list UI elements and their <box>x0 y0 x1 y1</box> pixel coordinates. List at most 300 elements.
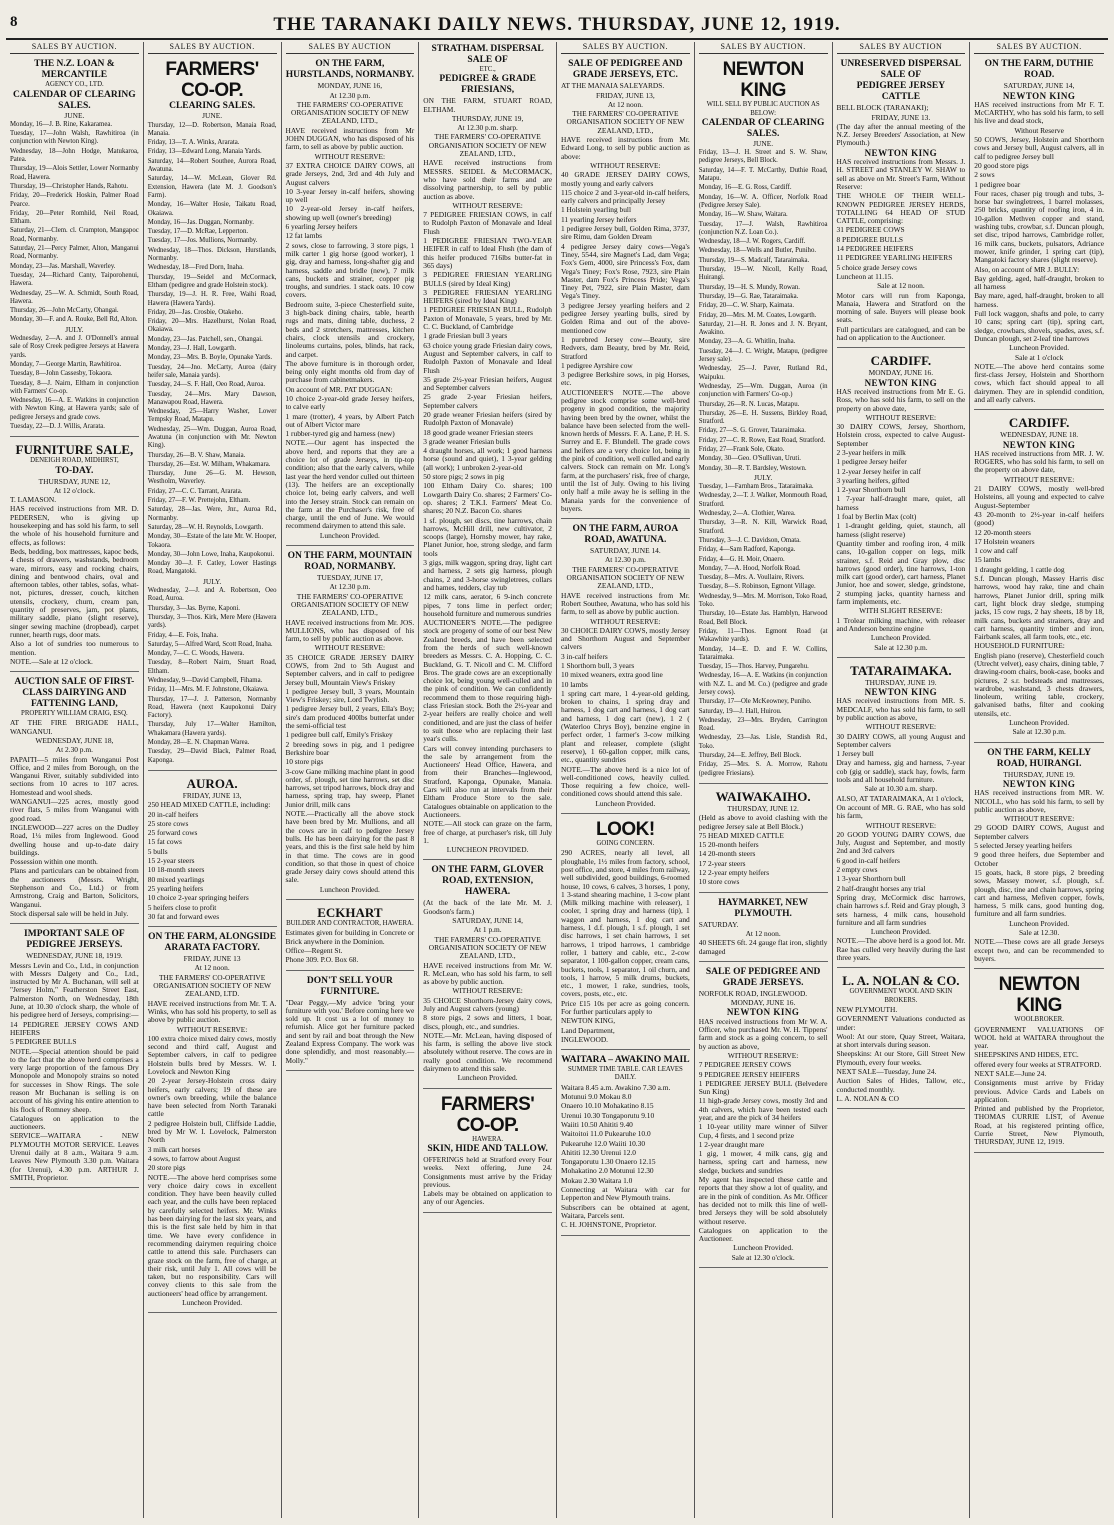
column-8 <box>970 42 1108 1518</box>
ad-text-line: FRIDAY, JUNE 13 <box>183 954 241 964</box>
ad-text-line: 1 pedigree Jersey bull, 2 years, Ella's Boy; sire's dam produced 400lbs butterfat under the semi-official test <box>285 704 415 731</box>
calendar-entry: Wednesday, 2—T. J. Walker, Monmouth Road, Stratford. <box>698 492 828 508</box>
ad-text-line: Waiiti 10.50 Ahititi 9.40 <box>561 1119 633 1129</box>
ad-text-line: Quantity timber and roofing iron, 4 milk cans, 10-gallon copper on legs, milk strainer, s.f. Reid and Gray plow, disc harrows (good order), tine harrows, 1-ton milk cart (good order), cart harness, Planet Junior, hoe and sower, sledge, grindstone, 2 stumping jacks, quantity harness and farm implements, etc. <box>836 538 966 607</box>
calendar-entry: Thursday, 3—Thos. Kirk, Mere Mere (Hawera yards). <box>147 613 277 630</box>
ad-text-line: Office—Regent St. <box>285 945 343 955</box>
ad-title: IMPORTANT SALE OF PEDIGREE JERSEYS. <box>24 929 125 951</box>
ad-title: LOOK! <box>596 819 655 841</box>
advertisement <box>974 413 1104 742</box>
ad-text-line: 3 pedigree Berkshire sows, in pig Horses, etc. <box>561 370 690 388</box>
ad-text-line: AUCTIONEER'S NOTE.—The above pedigree stock comprise some well-bred progeny in good condition, the majority having been bred by the owner, whilst the balance have been selected from the well-known herds of Messrs. F. A. Lane, P. H. S. Surrey and E. F. Blundell. The grade cows and heifers are a very choice lot, being in the pink of condition, well culled and early calvers. Stock can remain on Mr. Long's farm, at the purchasers' risk, free of charge, until the 1st of July. Owing to his living only half a mile away he is selling in the Manaia yards for the convenience of buyers. <box>561 387 690 513</box>
ad-text-line: Printed and published by the Proprietor, THOMAS CURRIE LIST, of Avenue Road, at his registered printing office, Currie Street, New Plymouth, THURSDAY, JUNE 12, 1919. <box>974 1104 1104 1147</box>
ad-text-line: THE FARMERS' CO-OPERATIVE ORGANISATION SOCIETY OF NEW ZEALAND, LTD., <box>428 132 547 159</box>
calendar-entry: Thursday, 26—B. V. Shaw, Manaia. <box>147 451 246 459</box>
calendar-entry: Tuesday, 17—J. Walsh, Rawhitiroa (conjunction N.Z. Loan Co.). <box>698 220 828 236</box>
calendar-entry: Monday, 16—W. A. Officer, Norfolk Road (Pedigree Jersey Sale). <box>698 193 828 209</box>
ad-text-line: 30 DAIRY COWS, Jersey, Shorthorn, Holstein cross, expected to calve August-September <box>836 422 966 448</box>
calendar-entry: Wednesday, 9—Mrs. M. Morrison, Toko Road, Toko. <box>698 592 828 609</box>
ad-text-line: 31 PEDIGREE COWS <box>836 225 905 235</box>
ad-title: ON THE FARM, HURSTLANDS, NORMANBY. <box>285 59 414 81</box>
ad-text-line: English piano (reserve), Chesterfield couch (Utrecht velvet), easy chairs, dining table, 7 drawing-room chairs, book-case, books and pictures, 2 s.r. bedsteads and mattresses, wardrobe, washstand, 3 chests drawers, linoleum, writing table, crockery, galvanised baths, filter and cooking utensils, etc. <box>974 650 1104 718</box>
month-label: JUNE. <box>202 111 223 121</box>
ad-text-line: NOTE.—The above herd is a good lot. Mr. Rae has culled very heavily during the last three years. <box>836 936 966 963</box>
ad-text-line: 1 gig, 1 mower, 4 milk cans, gig and harness, spring cart and harness, new sledge, buckets and sundries <box>698 1149 828 1175</box>
ad-text-line: 35 grade 2½-year Friesian heifers, August and September calvers <box>423 374 552 393</box>
calendar-entry: Monday, 23—Jas. Marshall, Waverley. <box>10 262 116 270</box>
ad-heading: CALENDAR OF CLEARING SALES. <box>701 117 825 139</box>
ad-text-line: Connecting at Waitara with car for Lepperton and New Plymouth trains. <box>561 1185 690 1203</box>
calendar-entry: Monday, 23—Mrs. B. Boyle, Opunake Yards. <box>147 354 273 362</box>
ad-text-line: At 12 noon. <box>745 928 781 938</box>
ad-heading: CLEARING SALES. <box>169 101 256 112</box>
ad-text-line: L. A. NOLAN & CO <box>836 1093 899 1103</box>
ad-title: ON THE FARM, MOUNTAIN ROAD, NORMANBY. <box>287 551 413 573</box>
ad-text-line: WITHOUT RESERVE: <box>314 643 386 653</box>
column-5 <box>557 42 695 1518</box>
ad-text-line: NEWTON KING <box>1002 439 1076 450</box>
ad-text-line: WITHOUT RESERVE: <box>727 1050 799 1060</box>
ad-text-line: 1 Shorthorn bull, 3 years <box>561 661 635 670</box>
ad-text-line: 7 PEDIGREE JERSEY COWS <box>698 1060 792 1070</box>
ad-title: WAIWAKAIHO. <box>715 788 811 804</box>
ad-title: HAYMARKET, NEW PLYMOUTH. <box>718 897 808 919</box>
ad-text-line: 3 PEDIGREE FRIESIAN YEARLING HEIFERS (sired by Ideal King) <box>423 287 552 306</box>
ad-text-line: THE FARMERS' CO-OPERATIVE ORGANISATION SOCIETY OF NEW ZEALAND, LTD., <box>290 99 409 126</box>
ad-text-line: Luncheon Provided. <box>1009 918 1070 928</box>
ad-title: CARDIFF. <box>1008 415 1070 431</box>
ad-title: WAITARA – AWAKINO MAIL <box>561 1055 690 1066</box>
ad-text-line: LUNCHEON PROVIDED. <box>446 845 529 855</box>
advertisement <box>699 57 828 784</box>
ad-text-line: Consignments must arrive by Friday previous. Advice Cards and Labels on application. <box>974 1078 1104 1104</box>
ad-text-line: 1 pedigree Jersey bull, 3 years, Mountain View's Friskey; sire, Lord Twylish. <box>285 686 415 705</box>
ad-text-line: HAS received instructions from MR. S. MEDCALF, who has sold his farm, to sell by public auction as above, <box>836 696 966 722</box>
calendar-entry: Thursday, 26—John McCarty, Ohangai. <box>10 307 119 315</box>
ad-text-line: (The day after the annual meeting of the N.Z. Jersey Breeders' Association, at New Plymouth.) <box>836 121 966 148</box>
ad-text-line: At 12 o'clock. <box>53 485 96 495</box>
ad-text-line: (At the back of the late Mr. M. J. Goodson's farm.) <box>423 898 552 916</box>
ad-text-line: Also, on account of MR J. BULLY: <box>974 264 1080 274</box>
ad-text-line: Luncheon Provided. <box>319 884 380 894</box>
ad-text-line: 15 fat cows <box>147 837 182 847</box>
calendar-entry: Friday, 20—Jas. Crosbie, Otakeho. <box>147 308 244 316</box>
ad-text-line: 75 HEAD MIXED CATTLE <box>698 830 784 840</box>
ad-text-line: 12 2-year empty heifers <box>698 868 770 878</box>
calendar-entry: Wednesday, 25—Wm. Duggan, Auroa Road, Awatuna (in conjunction with Mr. Newton King). <box>147 425 277 450</box>
ad-text-line: NEWTON KING <box>1002 778 1076 789</box>
advertisement <box>837 57 966 348</box>
calendar-entry: Wednesday, 25—Harry Washer, Lower Tempsky Road, Matapu. <box>147 408 277 424</box>
ad-text-line: 1 Holstein yearling bull <box>561 205 631 215</box>
ad-text-line: Catalogues on application to the auctioneers. <box>10 1113 139 1132</box>
calendar-entry: Saturday, 21—H. R. Jones and J. N. Bryant, Awakino. <box>698 320 828 337</box>
ad-text-line: SERVICE—WAITARA - NEW PLYMOUTH MOTOR SERVICE. Leaves Urenui daily at 8 a.m., Waitara 9 a.m. Leaves New Plymouth 3.30 p.m. Waitara (for Urenui), 4.30 p.m. ARTHUR J. SMITH, Proprietor. <box>10 1131 139 1182</box>
calendar-entry: Thursday, 19—Seidel and McCormack, Eltham (pedigree and grade Holstein stock). <box>147 273 277 289</box>
ad-text-line: Bay mare, aged, half-draught, broken to all harness. <box>974 291 1104 309</box>
calendar-entry: Monday, 16—J. B. Rine, Kakaramea. <box>10 120 113 128</box>
ad-text-line: Luncheon Provided. <box>182 1298 243 1307</box>
ad-text-line: WITHOUT RESERVE: <box>1003 474 1075 484</box>
ad-text-line: Waitara 8.45 a.m. Awakino 7.30 a.m. <box>561 1082 671 1092</box>
ad-text-line: 17 2-year steers <box>698 858 746 868</box>
ad-text-line: 30 DAIRY COWS, all young August and September calvers <box>836 731 966 749</box>
ad-title: ON THE FARM, ALONGSIDE ARARATA FACTORY. <box>148 932 277 954</box>
ad-text-line: 3 grade weaner Friesian bulls <box>423 436 511 446</box>
ad-text-line: 10 mixed weaners, extra good line <box>561 670 663 680</box>
ad-subtitle: PROPERTY WILLIAM CRAIG, ESQ. <box>21 710 128 718</box>
ad-text-line: NOTE.—The above herd comprises some very choice dairy cows in excellent condition. They have been heavily culled each year, and the culls have been replaced by carefully selected heifers. Mr. Winks has been dairying for the last six years, and this is the first sale held by him in that time. We have every confidence in recommending dairymen requiring choice cattle to attend this sale. Purchasers can graze stock on the farm, free of charge, at their risk, until July 1. All cows will be taken, but no responsibility. Cars will convey clients to this sale from the auctioneers' head office by arrangement. <box>147 1172 277 1298</box>
ad-text-line: HAVE received instructions from Mr. Robert Southee, Awatuna, who has sold his farm, to sell as above by public auction. <box>561 590 690 617</box>
advertisement-columns <box>6 42 1108 1518</box>
ad-text-line: 1 7-year half-draught mare, quiet, all harness <box>836 494 966 512</box>
calendar-entry: Tuesday, 24—Mrs. Mary Dawson, Manawapou Road, Hawera. <box>147 390 277 406</box>
ad-text-line: TUESDAY, JUNE 17, <box>317 573 383 583</box>
ad-text-line: NEWTON KING <box>864 377 938 388</box>
advertisement <box>10 440 139 672</box>
ad-text-line: THURSDAY, JUNE 12, <box>38 476 111 486</box>
ad-title: THE N.Z. LOAN & MERCANTILE <box>34 59 115 81</box>
month-label: JULY. <box>65 324 84 334</box>
column-header: SALES BY AUCTION. <box>10 42 139 54</box>
ad-text-line: Sale at 10.30 a.m. sharp. <box>864 784 938 794</box>
ad-title: FURNITURE SALE, <box>15 442 134 458</box>
ad-text-line: 11 yearling Jersey heifers <box>561 214 637 224</box>
ad-text-line: NEXT SALE—June 24. <box>974 1068 1047 1078</box>
ad-text-line: 2 sows, close to farrowing, 3 store pigs, 1 milk carter 1 gig horse (good worker), 1 gig, dray and harness, long-shafter gig and harness, saddle and bridle (new), 7 milk cans, buckets and strainer, copper pig troughs, and sundries. 1 stack oats. 10 cow covers. <box>285 240 415 300</box>
ad-text-line: 1 pedigree Ayrshire cow <box>561 360 633 370</box>
calendar-entry: Wednesday, 18—Fred Dorn, Inaha. <box>147 264 244 272</box>
ad-text-line: 17 Holstein weaners <box>974 536 1035 546</box>
newspaper-title: THE TARANAKI DAILY NEWS. THURSDAY, JUNE 12, 1919. <box>273 14 841 35</box>
ad-text-line: Luncheon at 11.15. <box>836 271 894 281</box>
ad-text-line: 63 choice young grade Friesian dairy cows, August and September calvers, in calf to Rudolph Paxton of Monavale and Ideal Flush <box>423 340 552 375</box>
ad-text-line: WITHOUT RESERVE: <box>176 1024 248 1034</box>
calendar-entry: Wednesday, 18—J. W. Rogers, Cardiff. <box>698 238 806 246</box>
ad-text-line: Catalogues on application to the Auctioneer. <box>698 1225 828 1244</box>
calendar-entry: Thursday, 26—E. H. Sussens, Birkley Road, Stratford. <box>698 409 828 426</box>
calendar-entry: Friday, 27—C. C. Tarrant, Ararata. <box>147 487 243 495</box>
ad-text-line: 9 good three heifers, due September and October <box>974 850 1104 868</box>
ad-text-line: HOUSEHOLD FURNITURE: <box>974 641 1065 651</box>
calendar-entry: Monday 30—J. F. Catley, Lower Hastings Road, Mangatoki. <box>147 560 277 576</box>
ad-text-line: MONDAY, JUNE 16. <box>730 998 796 1008</box>
ad-title: CARDIFF. <box>870 353 932 369</box>
ad-text-line: 35 CHOICE Shorthorn-Jersey dairy cows, July and August calvers (young) <box>423 995 552 1013</box>
ad-text-line: Motor cars will run from Kaponga, Manaia, Hawera and Stratford on the morning of sale. Buyers will please book seats. <box>836 290 966 325</box>
ad-text-line: NEWTON KING <box>1002 90 1076 101</box>
ad-subtitle: AGENCY CO., LTD. <box>45 81 104 89</box>
ad-text-line: 11 PEDIGREE YEARLING HEIFERS <box>836 253 953 263</box>
ad-text-line: THURSDAY, JUNE 19. <box>865 677 937 687</box>
calendar-entry: Monday, 7—A. Hood, Norfolk Road. <box>698 564 801 572</box>
ad-text-line: 5 heifers close to profit <box>147 902 217 912</box>
ad-text-line: Sale at 12.30. <box>1019 928 1060 938</box>
calendar-entry: Monday, 16—Walter Hosie, Taikatu Road, Okaiawa. <box>147 201 277 217</box>
ad-text-line: T. LAMASON. <box>10 495 57 505</box>
ad-text-line: HAS received instructions from MR. W. NICOLL, who has sold his farm, to sell by public auction as above, <box>974 788 1104 814</box>
advertisement <box>148 57 277 771</box>
advertisement <box>974 746 1104 970</box>
advertisement <box>561 522 690 814</box>
ad-text-line: 1 10-year utility mare winner of Silver Cup, 4 firsts, and 1 second prize <box>698 1122 828 1140</box>
ad-text-line: 2 breeding sows in pig, and 1 pedigree Berkshire boar <box>285 739 415 757</box>
ad-text-line: 7 PEDIGREE FRIESIAN COWS, in calf to Rudolph Paxton of Monavale and Ideal Flush <box>423 210 552 236</box>
ad-text-line: NOTE.—These cows are all grade Jerseys except two, and can be recommended to buyers. <box>974 937 1104 963</box>
column-header: SALES BY AUCTION. <box>974 42 1104 54</box>
calendar-entry: Saturday, 5—Alfred Ward, Scott Road, Inaha. <box>147 640 273 648</box>
calendar-entry: Monday, 30—Estate of the late Mr. W. Hooper, Tokaora. <box>147 533 277 549</box>
ad-text-line: 10 choice 2-year-old grade Jersey heifers, to calve early <box>285 393 415 412</box>
ad-text-line: WITHOUT RESERVE: <box>590 160 661 170</box>
calendar-entry: Thursday, 3—R. N. Kill, Warwick Road, Stratford. <box>698 519 828 535</box>
ad-text-line: Sale at 1 o'clock <box>1014 352 1064 362</box>
ad-text-line: Luncheon Provided. <box>1009 718 1070 728</box>
calendar-entry: Thursday, 17—Ole McKeowney, Puniho. <box>698 698 812 706</box>
calendar-entry: Friday, 13—T. A. Winks, Ararata. <box>147 139 240 147</box>
ad-text-line: 1 draught gelding, 1 cattle dog <box>974 564 1065 574</box>
ad-text-line: 4 sows, to farrow about August <box>147 1153 241 1163</box>
ad-text-line: 21 DAIRY COWS, mostly well-bred Holsteins, all young and expected to calve August-September <box>974 484 1104 510</box>
column-header: SALES BY AUCTION. <box>561 42 690 54</box>
ad-text-line: Mohakatino 2.0 Motunui 12.30 <box>561 1166 654 1176</box>
ad-text-line: AUCTIONEER'S NOTE.—The pedigree stock are progeny of some of our best New Zealand breeds, and have been selected from the herds of such well-known breeders as Messrs. C. A. Hopping, C. C. Buckland, G. T. Nicoll and C. M. Clifford Bros. The grade cows are an exceptionally choice lot, being young well-culled and in the pink of condition. We can confidently recommend them to those requiring high-class Friesian stock. Both the 2½-year and 2-year heifers are really choice and well conditioned, and are just the class of heifer to suit those who are replacing their last year's culls. <box>423 618 552 744</box>
ad-text-line: SATURDAY, JUNE 14, <box>1003 81 1075 91</box>
ad-text-line: 1 spring cart mare, 1 4-year-old gelding, broken to chains, 1 spring dray and harness, 1 dog cart and harness, 1 dog cart and harness, 1 dog cart (new), 1 2 ( (Waterloo Chrys Boy), benzine engine in perfect order, 1 farmer's 3-cow milking plant and releaser, complete (slight reserve), 1 60-gallon copper, milk cans, etc., quantity sundries <box>561 688 690 765</box>
calendar-entry: Wednesday, 16—A. E. Watkins (in conjunction with N.Z. L. and M. Co.) (pedigree and grade Jersey cows). <box>698 672 828 696</box>
advertisement <box>286 549 415 900</box>
ad-text-line: Ahititi 12.30 Urenui 12.0 <box>561 1147 636 1157</box>
ad-text-line: WITHOUT RESERVE: <box>865 820 937 830</box>
ad-text-line: WEDNESDAY, JUNE 18, 1919. <box>26 951 123 961</box>
ad-title: ON THE FARM, KELLY ROAD, HUIRANGI. <box>987 747 1092 769</box>
calendar-entry: Thursday, 19—Christopher Hands, Rahotu. <box>10 182 129 190</box>
ad-text-line: 18 good grade weaner Friesian steers <box>423 427 534 437</box>
calendar-entry: Tuesday, 17—John Walsh, Rawhitiroa (in conjunction with Newton King). <box>10 130 139 146</box>
ad-text-line: C. H. JOHNSTONE, Proprietor. <box>561 1220 657 1230</box>
calendar-entry: Monday, 30—Geo. O'Sullivan, Uruti. <box>698 455 801 463</box>
ad-text-line: 15 goats, hack, 8 store pigs, 2 breeding sows, Massey mower, s.f. plough, s.f. plough, disc, tine and chain harrows, spring cart and harness, Mefiven copper, fowls, harness, 5 milk cans, good hunting dog, furniture and all farm sundries. <box>974 867 1104 919</box>
ad-text-line: NOTE.—The above herd contains some first-class Jersey, Holstein and Shorthorn cows, which fact should appeal to all dairymen. They are in splendid condition, and all early calvers. <box>974 361 1104 404</box>
ad-text-line: 12 milk cans, aerator, 6 9-inch concrete pipes, 7 tons lime in perfect order; household furniture and numerous sundries <box>423 592 552 618</box>
calendar-entry: Thursday, 19—H. S. Mundy, Rowan. <box>698 283 801 291</box>
ad-text-line: At 12 noon. <box>194 963 230 973</box>
ad-text-line: MONDAY, JUNE 16, <box>317 81 383 91</box>
ad-text-line: Without Reserve <box>1014 125 1064 135</box>
column-header: SALES BY AUCTION <box>286 42 415 54</box>
ad-text-line: Beds, bedding, box mattresses, kapoc beds, 4 chests of drawers, washstands, bedroom ware, mirrors, easy and rocking chairs, dining and bentwood chairs, oval and afternoon tables, other tables, sofas, what-not, pictures, dresser, couch, kitchen utensils, crockery, churn, cream pan, quantity of preserves, jam, pot plants, military saddle, piano (slight reserve), singer sewing machine (dropbead), carpet runner, hearth rugs, door mats. <box>10 546 139 639</box>
ad-subtitle: GOING CONCERN. <box>596 840 655 848</box>
ad-subtitle: HAWERA. <box>472 1135 504 1143</box>
ad-text-line: Subscribers can be obtained at agent, Waitara, Parcels sent. <box>561 1202 690 1220</box>
calendar-entry: Saturday, 21—Clem. cl. Crampton, Mangapoc Road, Normanby. <box>10 227 139 243</box>
ad-text-line: Wool: At our store, Quay Street, Waitara, at short intervals during season. <box>836 1031 966 1050</box>
ad-title: AUCTION SALE OF FIRST-CLASS DAIRYING AND FATTENING LAND, <box>14 677 135 710</box>
ad-title: UNRESERVED DISPERSAL SALE OF <box>840 59 962 81</box>
ad-text-line: 14 20-month steers <box>698 849 756 859</box>
ad-text-line: 20 in-calf heifers <box>147 809 199 819</box>
ad-text-line: Sale at 12.30 p.m. <box>1012 727 1066 737</box>
ad-text-line: 9 PEDIGREE JERSEY HEIFERS <box>698 1069 800 1079</box>
ad-text-line: Urenui 10.30 Tongaporutu 9.10 <box>561 1110 655 1120</box>
ad-text-line: Price £15 10s per acre as going concern. For further particulars apply to <box>561 998 690 1016</box>
calendar-entry: Tuesday, 24—Richard Canty, Taiporohenui, Hawera. <box>10 271 139 288</box>
ad-text-line: 10 2-year-old Jersey in-calf heifers, showing up well (owner's breeding) <box>285 204 415 222</box>
ad-text-line: At 12.30 p.m. <box>329 582 371 592</box>
ad-text-line: NOTE.—Sale at 12 o'clock. <box>10 656 93 666</box>
ad-text-line: NEWTON KING, <box>561 1016 616 1026</box>
ad-text-line: 3 in-calf heifers <box>561 651 608 661</box>
calendar-entry: Friday, 27—S. G. Grover, Tataraimaka. <box>698 427 806 435</box>
column-header: SALES BY AUCTION <box>837 42 966 54</box>
calendar-entry: Wednesday, 2—A. Clothier, Warea. <box>698 510 796 518</box>
ad-heading: PEDIGREE JERSEY CATTLE <box>856 81 946 103</box>
ad-text-line: PAPAITI—5 miles from Wanganui Post Office, and 2 miles from Borough, on the Wanganui River, suitably subdivided into sections from 10 acres to 107 acres. Homestead and wool sheds. <box>10 754 139 797</box>
calendar-entry: Thursday, 19—Alois Settler, Lower Normanby Road, Hawera. <box>10 165 139 181</box>
ad-heading: TO-DAY. <box>55 465 94 476</box>
ad-text-line: Land Department, <box>561 1025 615 1035</box>
ad-text-line: HAS received instructions from Mr W. A. Officer, who purchased Mr. W. H. Tippens' farm and stock as a going concern, to sell by auction as above, <box>698 1016 828 1051</box>
calendar-entry: Thursday, 3—Jas. Byrne, Kaponi. <box>147 604 240 612</box>
ad-text-line: 1 2-year draught mare <box>698 1139 765 1149</box>
month-label: JUNE. <box>64 110 85 120</box>
ad-text-line: Luncheon Provided. <box>733 1243 794 1253</box>
ad-text-line: HAS received instructions from Mr E. G. Ross, who has sold his farm, to sell on the property on above date, <box>836 386 966 413</box>
calendar-entry: Monday, 30—F. and A. Rouke, Bell Rd, Alton. <box>10 316 138 324</box>
ad-text-line: WITH SLIGHT RESERVE: <box>859 606 943 616</box>
calendar-entry: Tuesday, 8—John Cassesby, Tokaora. <box>10 370 113 378</box>
ad-text-line: WITHOUT RESERVE: <box>865 722 937 732</box>
calendar-entry: Friday, 20—Mrs. M. M. Coates, Lowgarth. <box>698 311 817 319</box>
calendar-entry: Saturday, 14—Robert Southee, Aurora Road, Awatuna. <box>147 157 277 174</box>
calendar-entry: Friday, 13—Edward Long, Manaia Yards. <box>147 148 262 156</box>
calendar-entry: Thursday, 17—J. J. Patterson, Normanby Road, Hawera (next Kaupokonui Dairy Factory). <box>147 695 277 720</box>
ad-text-line: 5 selected Jersey yearling heifers <box>974 841 1072 851</box>
ad-text-line: 115 choice 2 and 3-year-old in-calf heifers, early calvers and principally Jersey <box>561 187 690 206</box>
ad-text-line: 12 fat lambs <box>285 231 323 241</box>
ad-text-line: 4 draught horses, all work; 1 good harness horse (sound and quiet), 1 3-year gelding (all work); 1 unbroken 2-year-old <box>423 446 552 472</box>
advertisement <box>423 1092 552 1213</box>
ad-text-line: HAVE received instructions from Mr. JOS. MULLIONS, who has disposed of his farm, to sell by public auction as above. <box>285 617 415 644</box>
ad-text-line: Messrs Levin and Co., Ltd., in conjunction with Messrs Dalgety and Co., Ltd., instructed by Mr A. Buchanan, will sell at "Jersey Holm," Featherston Street East, Palmerston North, on Wednesday, 18th June, at 10.30 o'clock sharp, the whole of his pedigree herd of Jerseys, comprising:— <box>10 960 139 1020</box>
ad-text-line: 2 3-year heifers in milk <box>836 447 906 457</box>
column-7 <box>833 42 971 1518</box>
ad-text-line: Mokau 2.30 Waitara 1.0 <box>561 1175 633 1185</box>
calendar-entry: Friday, 4—Sam Radford, Kaponga. <box>698 546 796 554</box>
ad-text-line: 35 CHOICE GRADE JERSEY DAIRY COWS, from 2nd to 5th August and September calvers, and in calf to pedigree Jersey bull, Mountain View's Friskey <box>285 652 415 687</box>
ad-text-line: 10 choice 2-year springing heifers <box>147 893 249 903</box>
calendar-entry: Wednesday, 18—Wells and Butler, Puniho. <box>698 247 817 255</box>
calendar-entry: Wednesday, 2—J. and A. Robertson, Oeo Road, Auroa. <box>147 587 277 603</box>
ad-text-line: OFFERINGS held at Stratford every Four weeks. Next offering, June 24. Consignments must arrive by the Friday previous. <box>423 1154 552 1189</box>
ad-text-line: 1 2-year Shorthorn bull <box>836 485 906 495</box>
ad-title: FARMERS' CO-OP. <box>440 1093 535 1136</box>
ad-text-line: AT THE FIRE BRIGADE HALL, WANGANUI. <box>10 718 139 736</box>
calendar-entry: Wednesday, 23—Mrs. Bryden, Carrington Road. <box>698 716 828 733</box>
ad-text-line: Sale at 12.30 p.m. <box>874 642 928 652</box>
ad-text-line: Sheepskins: At our Store, Gill Street New Plymouth, every four weeks. <box>836 1049 966 1067</box>
ad-text-line: 2 pedigree Holstein bull, Cliffside Laddie, bred by Mr W. I. Lovelock, Palmerston North <box>147 1118 277 1145</box>
ad-subtitle: WOOLBROKER. <box>1014 1016 1064 1024</box>
ad-text-line: 11 high-grade Jersey cows, mostly 3rd and 4th calvers, which have been tested each year, and are the pick of 34 heifers <box>698 1096 828 1122</box>
calendar-entry: Friday, 11—Thos. Egmont Road (at Wakawhite yards). <box>698 627 828 644</box>
ad-text-line: 1 2-year Jersey heifer in calf <box>836 466 921 476</box>
ad-text-line: 10 3-year Jersey in-calf heifers, showing up well <box>285 186 415 205</box>
ad-text-line: On account of MR. G. RAE, who has sold his farm, <box>836 802 966 821</box>
ad-text-line: (Held as above to avoid clashing with the pedigree Jersey sale at Bell Block.) <box>698 813 828 831</box>
calendar-entry: Wednesday, 18—John Hodge, Matukaroa, Patea. <box>10 147 139 164</box>
calendar-entry: Monday, 16—E. G. Ross, Cardiff. <box>698 184 792 192</box>
ad-text-line: 290 ACRES, nearly all level, all ploughable, 1½ miles from factory, school, post office, and store, 4 miles from railway, well subdivided, good buildings, 6-roomed house, 10 cows, 6 calves, 3 horses, 1 pony, 1 3-stand shearing machine, 1 3-cow plant (Milk milking machine with releaser), 1 cooler, 1 spring dray and harness (tip), 1 waggon and harness, 1 dog cart and harness, 1 d.f. plough, 1 s.f. plough, 1 set disc harrows, 1 set chain harrows, 1 set harrows, 1 tripod harrows, 1 cambridge roller, 1 battery and cable, etc., 2-cow separator, 1 100-gallon copper, cream cans, buckets, tools, 1 separator, 1 oil churn, and tools, 1 harrow, 5 milk drums, buckets, etc., 1 mower, 1 rake, sundries, tools, covers, posts, etc., etc. <box>561 848 690 999</box>
ad-text-line: 10 lambs <box>561 679 588 689</box>
ad-text-line: NEWTON KING <box>726 1007 800 1018</box>
advertisement <box>837 971 966 1109</box>
ad-text-line: 2 sows <box>974 170 995 180</box>
calendar-entry: Tuesday, 17—Jos. Mullions, Normanby. <box>147 237 258 245</box>
ad-text-line: 1 rubber-tyred gig and harness (new) <box>285 429 395 439</box>
ad-text-line: The above furniture is in thorough order, being only eight months old from day of purchase from cabinetmakers. <box>285 358 415 385</box>
ad-text-line: THE FARMERS' CO-OPERATIVE ORGANISATION SOCIETY OF NEW ZEALAND, LTD. <box>153 972 271 999</box>
calendar-entry: Wednesday, 25—J. Paver, Rutland Rd., Waipuku. <box>698 365 828 381</box>
ad-text-line: HAS received instructions from Messrs. J. H. STREET and STANLEY W. SHAW to sell as above on Mr. Street's Farm, Without Reserve: <box>836 157 966 191</box>
ad-text-line: NOTE.—All stock can graze on the farm, free of charge, at purchaser's risk, till July 1. <box>423 819 552 845</box>
ad-text-line: HAVE received instructions from Mr. Edward Long, to sell by public auction as above: <box>561 135 690 161</box>
ad-text-line: HAVE received instructions from Mr. W. R. McLean, who has sold his farm, to sell as above by public auction. <box>423 960 552 987</box>
month-label: JUNE. <box>753 138 774 148</box>
ad-text-line: 1 3-year Shorthorn bull <box>836 874 906 884</box>
column-3 <box>282 42 420 1518</box>
ad-text-line: 10 store cows <box>698 877 740 887</box>
calendar-entry: Thursday, 26—R. N. Lucas, Matapu. <box>698 400 800 408</box>
ad-text-line: 1 grade Friesian bull 3 years <box>423 331 508 341</box>
ad-text-line: Bedroom suite, 3-piece Chesterfield suite, 3 high-back dining chairs, table, hearth rugs and mats, dining table, duchess, 2 beds and 2 stretchers, mattresses, kitchen chairs, clock utensils and crockery, linoleums curtains, poles, blinds, hat rack, and carpet. <box>285 299 415 359</box>
ad-text-line: WITHOUT RESERVE: <box>590 616 661 626</box>
ad-text-line: AT THE MANAIA SALEYARDS. <box>561 81 665 91</box>
ad-title: AUROA. <box>186 775 238 791</box>
ad-text-line: 5 bulls <box>147 846 168 856</box>
ad-text-line: THE FARMERS' CO-OPERATIVE ORGANISATION SOCIETY OF NEW ZEALAND, LTD., <box>428 934 547 961</box>
ad-text-line: At 12.30 p.m. <box>604 555 646 565</box>
ad-text-line: THE WHOLE OF THEIR WELL-KNOWN PEDIGREE JERSEY HERDS, TOTALLING 64 HEAD OF STUD CATTLE, comprising: <box>836 191 966 226</box>
calendar-entry: Friday, 4—G. H. Moir, Onaero. <box>698 555 785 563</box>
advertisement <box>837 661 966 969</box>
ad-title: L. A. NOLAN & CO. <box>842 973 960 989</box>
ad-text-line: 3-cow Gane milking machine plant in good order, sf. plough, set tine harrows, set disc harrows, set tripod harrows, block dray and harness, spring trap, hay sweep, Planet Junior drill, milk cans <box>285 766 415 809</box>
ad-text-line: At 1 p.m. <box>473 925 502 935</box>
calendar-entry: Tuesday, 8—J. Nairn, Eltham in conjunction with Farmers' Co-op. <box>10 379 139 395</box>
ad-text-line: 10 store pigs <box>285 757 324 767</box>
advertisement <box>148 930 277 1313</box>
ad-text-line: Waitoitoi 11.0 Pukearuhe 10.0 <box>561 1129 651 1139</box>
ad-text-line: 3 PEDIGREE FRIESIAN YEARLING BULLS (sired by Ideal King) <box>423 270 552 288</box>
calendar-entry: Thursday, 12—D. Robertson, Manaia Road, Manaia. <box>147 121 277 137</box>
ad-text-line: 100 Eltham Dairy Co. shares; 100 Lowgarth Dairy Co. shares; 2 Farmers' Co-op. shares; 2 T.K.I. Farmers' Meat Co. shares; 20 N.Z. Bacon Co. shares <box>423 481 552 516</box>
ad-text-line: At 2.30 p.m. <box>55 745 93 755</box>
calendar-entry: Tuesday, 1—Farnham Bros., Tataraimaka. <box>698 483 814 491</box>
ad-text-line: THURSDAY, JUNE 12. <box>727 803 799 813</box>
calendar-entry: Thursday, 19—G. Rae, Tataraimaka. <box>698 292 799 300</box>
calendar-entry: Monday, 7—C. C. Woods, Hawera. <box>147 650 245 658</box>
calendar-entry: Friday, 27—C. R. Rowe, East Road, Stratford. <box>698 436 826 444</box>
ad-text-line: Luncheon Provided. <box>595 798 656 808</box>
ad-text-line: WITHOUT RESERVE: <box>452 986 523 996</box>
calendar-entry: Tuesday, 22—D. J. Willis, Ararata. <box>10 422 106 430</box>
calendar-entry: Monday, 14—E. D. and F. W. Collins, Tataraimaka. <box>698 645 828 661</box>
ad-text-line: 29 GOOD DAIRY COWS, August and September calvers <box>974 823 1104 841</box>
ad-text-line: 1 pedigree Jersey bull, Golden Rima, 3737, sire Rimu, dam Golden Dream <box>561 224 690 242</box>
calendar-entry: Monday, 7—George Martin, Rawhitiroa. <box>10 360 122 368</box>
calendar-entry: Tuesday, 17—D. McRae, Lepperton. <box>147 228 249 236</box>
